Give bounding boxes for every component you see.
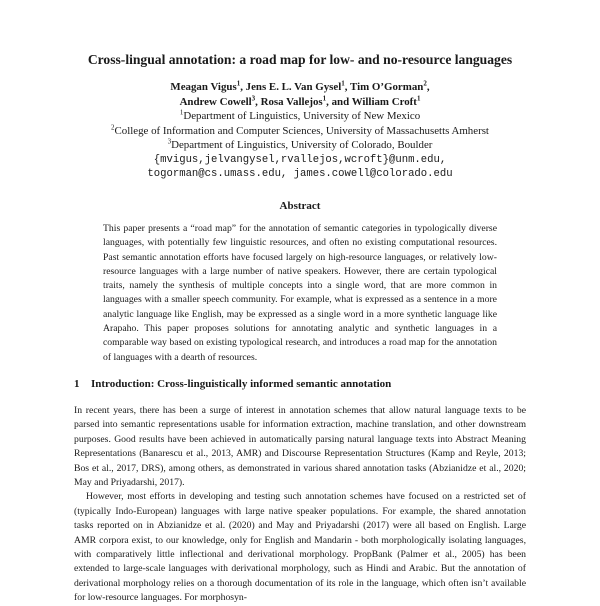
body-paragraph: However, most efforts in developing and testing such annotation schemes have focused on a restricted set of (typically Indo-European) languages with large native speaker populations. For example, the shared annotation tasks reported on in Abzianidze et al. (2020) and May and Priyadarshi (2017) were all based on English. Large AMR corpora exist, to our knowledge, only for English and Mandarin - both morphologically isolating languages, with comparatively little inflectional and derivational morphology. PropBank (Palmer et al., 2005) has been extended to large-scale languages with derivational morphology, such as Hindi and Arabic. But the annotation of derivational morphology relies on a thorough documentation of its role in the language, which often isn’t available for low-resource languages. For morphosyn- [74, 491, 526, 604]
section-heading [74, 378, 391, 390]
section-body [74, 404, 526, 606]
email-line: {mvigus,jelvangysel,rvallejos,wcroft}@unm.edu, [153, 153, 447, 166]
author-separator: , [255, 95, 261, 108]
affiliation [0, 124, 600, 139]
author-affiliation-mark: 1 [236, 79, 241, 88]
author-name: Jens E. L. Van Gysel [245, 81, 342, 93]
affiliation-text: Department of Linguistics, University of New Mexico [183, 110, 421, 122]
author-name: Meagan Vigus [170, 81, 237, 93]
author-affiliation-mark: 1 [322, 93, 327, 102]
paper-title: Cross-lingual annotation: a road map for low- and no-resource languages [87, 52, 513, 67]
author-affiliation-mark: 1 [341, 79, 345, 88]
author-name: Andrew Cowell [179, 95, 252, 108]
section-number: 1 [74, 378, 80, 390]
author-line-2 [0, 95, 600, 110]
affiliation-text: College of Information and Computer Sciences, University of Massachusetts Amherst [114, 124, 489, 137]
author-affiliation-mark: 1 [416, 93, 421, 102]
author-separator: , and [326, 95, 352, 108]
affiliation [0, 109, 600, 124]
author-separator: , [344, 81, 351, 93]
author-separator: , [426, 81, 430, 93]
email-line: togorman@cs.umass.edu, james.cowell@colorado.edu [147, 168, 453, 180]
abstract-text: This paper presents a “road map” for the annotation of semantic categories in typologically diverse languages, with potentially few linguistic resources, and often no existing computational resources. Past semantic annotation efforts have focused largely on high-resource languages, or relatively low-resource languages with a large number of native speakers. However, there are certain typological traits, namely the synthesis of multiple concepts into a single word, that are more common in languages with a smaller speech community. For example, what is expressed as a sentence in a more analytic language like English, may be expressed as a single word in a more synthetic language like Arapaho. This paper proposes solutions for annotating analytic and synthetic languages in a comparable way based on existing typological research, and introduces a road map for the annotation of languages with a dearth of resources. [103, 223, 497, 363]
section-title: Introduction: Cross-linguistically informed semantic annotation [91, 378, 392, 390]
author-line-1 [0, 80, 600, 95]
author-block [0, 80, 600, 182]
abstract-heading: Abstract [279, 200, 321, 212]
author-name: William Croft [351, 95, 417, 108]
author-affiliation-mark: 2 [423, 79, 427, 88]
author-affiliation-mark: 3 [251, 93, 256, 102]
affiliation-mark: 1 [179, 108, 184, 117]
author-separator: , [240, 81, 246, 93]
affiliation-text: Department of Linguistics, University of Colorado, Boulder [171, 139, 433, 151]
author-name: Rosa Vallejos [260, 95, 323, 108]
body-paragraph: In recent years, there has been a surge of interest in annotation schemes that allow natural language texts to be parsed into semantic representations usable for information extraction, machine translation, and other downstream purposes. Good results have been achieved in automatically parsing natural language texts into Abstract Meaning Representations (Banarescu et al., 2013, AMR) and Discourse Representation Structures (Kamp and Reyle, 2013; Bos et al., 2017, DRS), among others, as demonstrated in various shared annotation tasks (Abzianidze et al., 2020; May and Priyadarshi, 2017). [74, 405, 526, 489]
author-name: Tim O’Gorman [350, 81, 424, 93]
affiliation-mark: 2 [111, 122, 115, 131]
affiliation-mark: 3 [167, 137, 172, 146]
affiliation [0, 138, 600, 153]
